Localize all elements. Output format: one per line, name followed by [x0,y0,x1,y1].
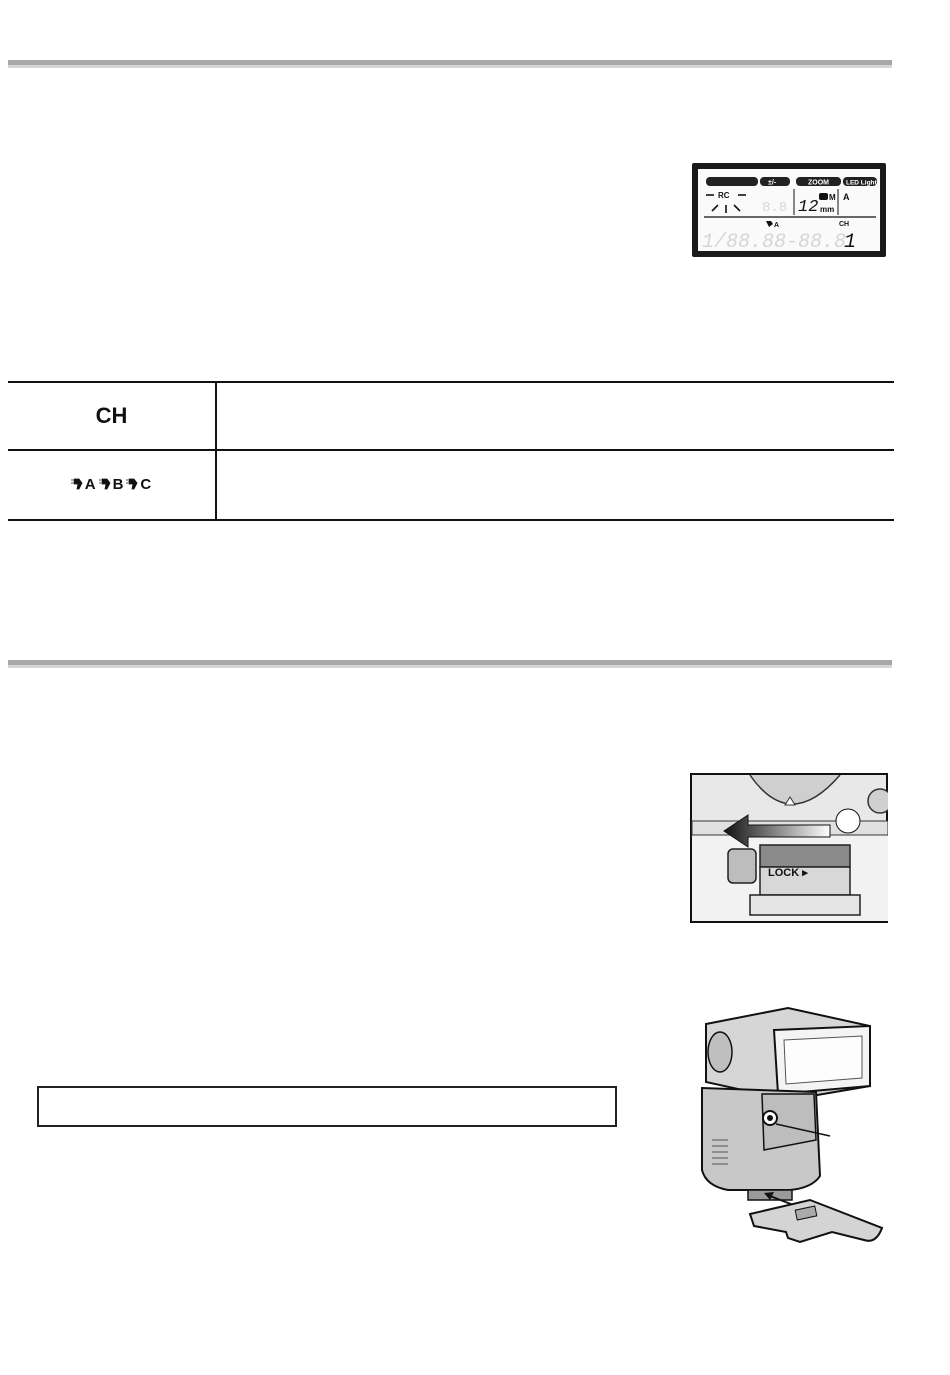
group-flash-icon [99,477,111,491]
table-row-channel [8,383,894,451]
lcd-ghost-digits: 1/88.88-88.8 [702,231,847,251]
step-marker-icon [836,809,860,833]
channel-key-cell: CH [95,403,128,428]
group-flash-icon [71,477,83,491]
group-a-label: A [84,475,97,493]
group-flash-icon [766,221,773,227]
lcd-group-indicator: A [774,222,780,229]
lcd-panel-illustration [692,163,886,257]
lock-label: LOCK ▸ [768,867,808,879]
note-box [37,1086,617,1127]
stand-foot [750,1200,882,1242]
lcd-auto-indicator: A [843,192,850,202]
section-divider-middle [8,660,892,668]
hot-shoe-graphic [690,773,888,923]
group-c-label: C [140,475,153,493]
settings-table [8,381,894,521]
group-flash-icon [126,477,138,491]
flash-unit-graphic [692,1000,892,1250]
section-divider-top [8,60,892,68]
lcd-segments-graphic [698,169,880,251]
lcd-channel-value: 1 [844,231,857,251]
lcd-rc-indicator: RC [718,191,730,200]
group-b-label: B [112,475,125,493]
channel-value-cell [217,383,894,449]
lcd-mm-unit: mm [820,205,835,214]
svg-text:8.8: 8.8 [762,200,788,216]
lcd-ch-label: CH [839,221,850,228]
lcd-zoom-value: 12 [798,198,819,217]
groups-value-cell [217,451,894,517]
lcd-zoom-label: ZOOM [808,179,829,187]
lcd-m-indicator: M [829,193,836,202]
group-key-cell [8,451,215,517]
lcd-led-label: LED Light [846,179,877,187]
flash-unit-illustration [692,1000,892,1250]
hot-shoe-lock-illustration [690,773,888,923]
lcd-ev-label: ±/- [768,179,777,187]
table-row-groups [8,451,894,517]
lcd-screen [698,169,880,251]
lock-lever [728,849,756,883]
